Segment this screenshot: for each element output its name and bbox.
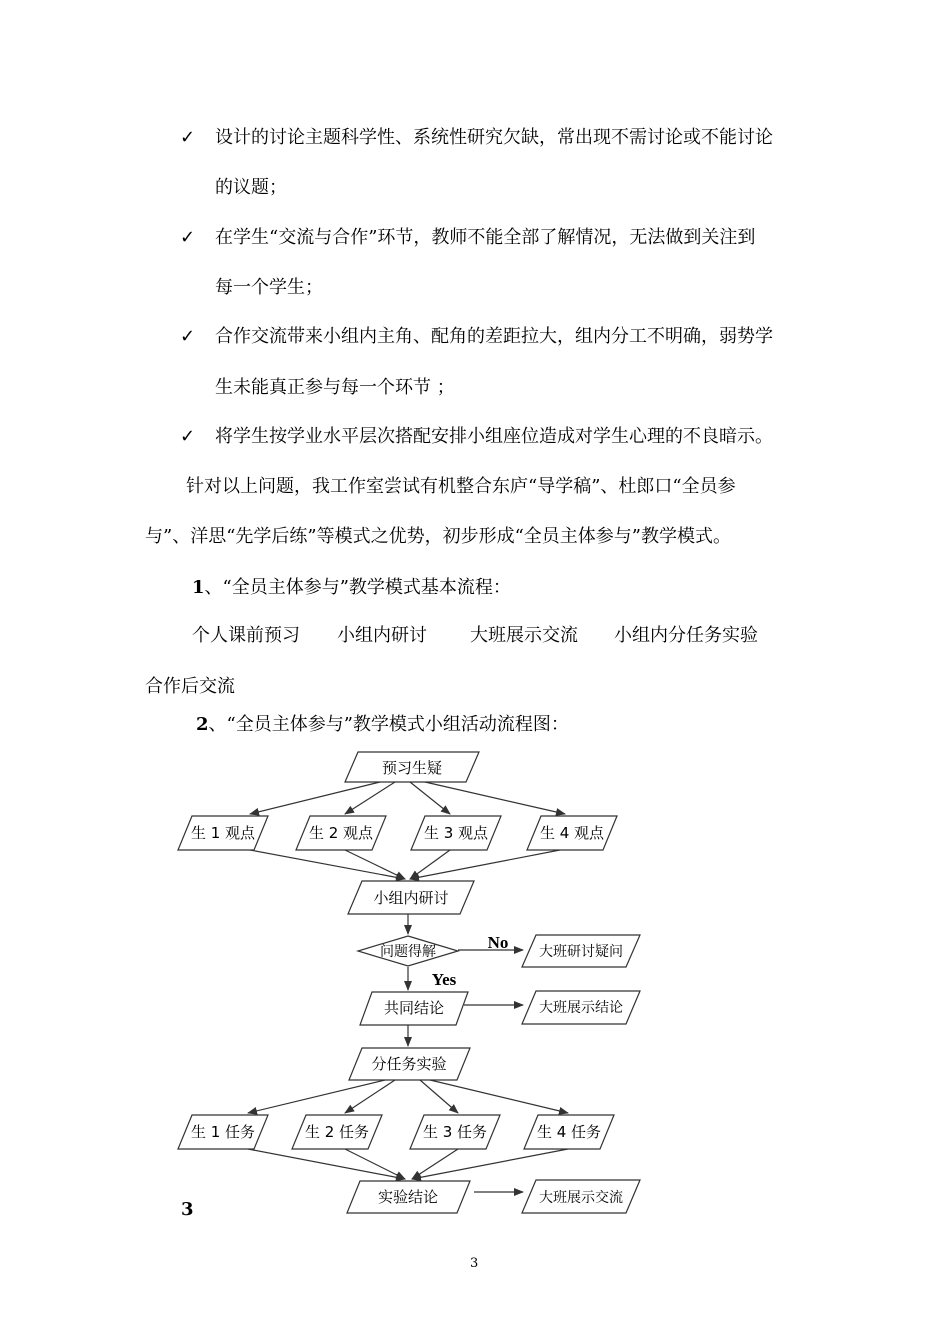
- view-label-1: 生 1 观点: [190, 824, 256, 842]
- bullet-3-line-2: 生未能真正参与每一个环节 ；: [215, 377, 455, 398]
- section-2-title: 、“全员主体参与”教学模式小组活动流程图：: [208, 714, 569, 735]
- view-label-4: 生 4 观点: [539, 824, 605, 842]
- bullet-1-line-2: 的议题；: [215, 177, 287, 198]
- task-label-1: 生 1 任务: [190, 1123, 256, 1141]
- check-icon: ✓: [180, 326, 196, 347]
- decision-label: 问题得解: [380, 944, 436, 960]
- discuss-label: 小组内研讨: [373, 889, 449, 907]
- bullet-1-line-1: 设计的讨论主题科学性、系统性研究欠缺，常出现不需讨论或不能讨论: [215, 127, 773, 148]
- task-label-2: 生 2 任务: [304, 1123, 370, 1141]
- section-2-number: 2: [196, 714, 209, 735]
- flow-step-5: 合作后交流: [145, 676, 235, 697]
- view-label-2: 生 2 观点: [308, 824, 374, 842]
- flow-step-2: 小组内研讨: [337, 625, 427, 646]
- result-target-label: 大班展示交流: [539, 1190, 623, 1206]
- flow-step-4: 小组内分任务实验: [614, 625, 758, 646]
- flow-step-1: 个人课前预习: [192, 625, 300, 646]
- task-label-4: 生 4 任务: [536, 1123, 602, 1141]
- paragraph-line-2: 与”、洋思“先学后练”等模式之优势，初步形成“全员主体参与”教学模式。: [145, 526, 732, 547]
- start-label: 预习生疑: [381, 759, 443, 777]
- page-number: 3: [470, 1256, 479, 1271]
- check-icon: ✓: [180, 426, 196, 447]
- bullet-2-line-2: 每一个学生；: [215, 277, 323, 298]
- paragraph-line-1: 针对以上问题，我工作室尝试有机整合东庐“导学稿”、杜郎口“全员参: [186, 476, 736, 497]
- split-label: 分任务实验: [371, 1055, 447, 1073]
- section-1-number: 1: [192, 577, 205, 598]
- bullet-4-line-1: 将学生按学业水平层次搭配安排小组座位造成对学生心理的不良暗示。: [215, 426, 773, 447]
- conclusion-label: 共同结论: [383, 999, 445, 1017]
- bullet-3-line-1: 合作交流带来小组内主角、配角的差距拉大，组内分工不明确，弱势学: [215, 326, 773, 347]
- conclusion-target-label: 大班展示结论: [539, 1000, 623, 1016]
- section-1-title: 、“全员主体参与”教学模式基本流程：: [204, 577, 511, 598]
- check-icon: ✓: [180, 227, 196, 248]
- no-target-label: 大班研讨疑问: [539, 944, 623, 960]
- flow-step-3: 大班展示交流: [470, 625, 578, 646]
- stray-number: 3: [181, 1199, 194, 1220]
- view-label-3: 生 3 观点: [423, 824, 489, 842]
- result-label: 实验结论: [377, 1188, 439, 1206]
- bullet-2-line-1: 在学生“交流与合作”环节，教师不能全部了解情况，无法做到关注到: [215, 227, 756, 248]
- task-label-3: 生 3 任务: [422, 1123, 488, 1141]
- yes-label: Yes: [431, 970, 457, 989]
- no-label: No: [487, 933, 509, 952]
- check-icon: ✓: [180, 127, 196, 148]
